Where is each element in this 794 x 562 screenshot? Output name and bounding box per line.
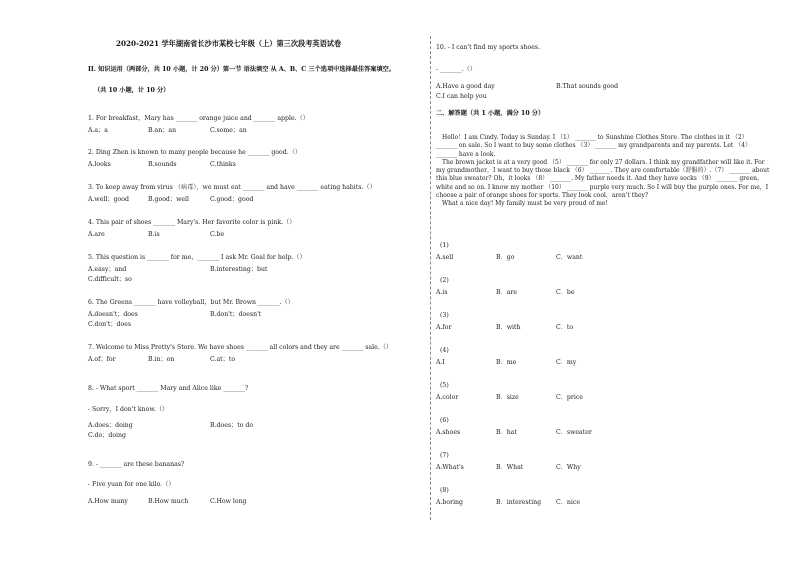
blank-2-number: (2): [440, 277, 449, 284]
passage-paragraph-3: What a nice day! My family must be very proud of me!: [442, 200, 608, 208]
question-3-option-b[interactable]: B.good；well: [148, 196, 189, 203]
blank-6-number: (6): [440, 417, 449, 424]
page-title: 2020-2021 学年湖南省长沙市某校七年级（上）第三次段考英语试卷: [116, 39, 342, 48]
question-1-option-a[interactable]: A.a；a: [88, 127, 109, 134]
passage-paragraph-1: Hello！I am Cindy. Today is Sunday. I （1） _______ to Sunshine Clothes Store. The clothes in it （2） _______ on sale. So I want to buy some clothes （3） _______ my grandparents and my parents. Let （4） _______ have a look.: [436, 134, 752, 158]
question-5-option-b[interactable]: B.interesting；but: [210, 266, 268, 273]
question-9-stem: 9. - _______ are these bananas?: [88, 461, 185, 468]
blank-5-number: (5): [440, 382, 449, 389]
section1-header: II. 知识运用（两部分，共 10 小题，计 20 分）第一节 语法填空 从 A、B、C 三个选项中选择最佳答案填空。: [88, 66, 396, 73]
left-column: [88, 0, 424, 562]
question-4-option-a[interactable]: A.are: [88, 231, 105, 238]
question-8-line2: - Sorry，I don't know.（）: [88, 406, 169, 413]
question-7-option-b[interactable]: B.in；on: [148, 356, 175, 363]
question-6-option-a[interactable]: A.doesn't；does: [88, 311, 138, 318]
question-1-option-b[interactable]: B.an；an: [148, 127, 177, 134]
blank-2-option-b[interactable]: B．are: [496, 289, 518, 296]
section1-subheader: （共 10 小题，计 10 分）: [94, 87, 170, 94]
question-8-stem: 8. - What sport _______ Mary and Alice like _______?: [88, 385, 249, 392]
blank-5-option-a[interactable]: A.color: [436, 394, 459, 401]
blank-4-option-a[interactable]: A.I: [436, 359, 445, 366]
question-5-stem: 5. This question is _______ for me，_______ I ask Mr. Goal for help.（）: [88, 254, 306, 261]
blank-7-number: (7): [440, 452, 449, 459]
question-5-option-a[interactable]: A.easy；and: [88, 266, 127, 273]
passage-paragraph-2: The brown jacket is at a very good （5） _______ for only 27 dollars. I think my grandfather will like it. For my grandmother，I want to buy those black （6） _______. They are comfortable（舒服的）.（7） _______ about this blue sweater? Oh，it looks （8） _______. My father needs it. And they have socks （9） _______ green，white and so on. I know my mother （10） _______ purple very much. So I will buy the purple ones. For me，I choose a pair of orange shoes for sports. They look cool，aren't they?: [436, 158, 770, 200]
question-4-stem: 4. This pair of shoes _______ Mary's. Her favorite color is pink.（）: [88, 219, 296, 226]
question-8-option-b[interactable]: B.does；to do: [210, 422, 254, 429]
blank-3-option-c[interactable]: C．to: [556, 324, 574, 331]
cloze-passage: [436, 134, 770, 209]
blank-7-option-b[interactable]: B．What: [496, 464, 524, 471]
question-9-line2: - Five yuan for one kilo.（）: [88, 481, 175, 488]
right-column: [436, 0, 776, 562]
question-8-option-a[interactable]: A.does；doing: [88, 422, 133, 429]
blank-8-option-a[interactable]: A.boring: [436, 499, 464, 506]
question-4-option-b[interactable]: B.is: [148, 231, 160, 238]
question-9-option-b[interactable]: B.How much: [148, 498, 189, 505]
blank-2-option-a[interactable]: A.is: [436, 289, 448, 296]
blank-5-option-b[interactable]: B．size: [496, 394, 519, 401]
question-1-stem: 1. For breakfast，Mary has _______ orange juice and _______ apple.（）: [88, 115, 309, 122]
question-3-option-c[interactable]: C.good；good: [210, 196, 254, 203]
question-10-option-b[interactable]: B.That sounds good: [556, 83, 619, 90]
section2-header: 二、解答题（共 1 小题，满分 10 分）: [436, 110, 545, 117]
question-10-option-c[interactable]: C.I can help you: [436, 93, 487, 100]
blank-7-option-c[interactable]: C．Why: [556, 464, 581, 471]
question-3-stem: 3. To keep away from virus （病毒），we must eat _______ and have _______ eating habits.（）: [88, 184, 376, 191]
question-6-option-b[interactable]: B.don't；doesn't: [210, 311, 262, 318]
question-3-option-a[interactable]: A.well；good: [88, 196, 129, 203]
question-10-line2: - _______.（）: [436, 66, 477, 73]
blank-8-option-c[interactable]: C．nice: [556, 499, 581, 506]
question-2-stem: 2. Ding Zhen is known to many people because he _______ good.（）: [88, 149, 302, 156]
blank-6-option-a[interactable]: A.shoes: [436, 429, 461, 436]
blank-4-option-c[interactable]: C．my: [556, 359, 577, 366]
blank-2-option-c[interactable]: C．be: [556, 289, 575, 296]
question-9-option-a[interactable]: A.How many: [88, 498, 128, 505]
question-9-option-c[interactable]: C.How long: [210, 498, 247, 505]
question-2-option-b[interactable]: B.sounds: [148, 161, 177, 168]
question-7-stem: 7. Welcome to Miss Pretty's Store. We have shoes _______ all colors and they are _______ sale.（）: [88, 344, 393, 351]
question-4-option-c[interactable]: C.be: [210, 231, 225, 238]
blank-1-number: (1): [440, 242, 449, 249]
blank-3-option-b[interactable]: B．with: [496, 324, 521, 331]
question-1-option-c[interactable]: C.some；an: [210, 127, 247, 134]
blank-4-option-b[interactable]: B．me: [496, 359, 517, 366]
blank-4-number: (4): [440, 347, 449, 354]
question-7-option-a[interactable]: A.of；for: [88, 356, 116, 363]
blank-1-option-b[interactable]: B．go: [496, 254, 515, 261]
question-5-option-c[interactable]: C.difficult；so: [88, 276, 132, 283]
question-10-option-a[interactable]: A.Have a good day: [436, 83, 495, 90]
blank-1-option-c[interactable]: C．want: [556, 254, 583, 261]
blank-3-option-a[interactable]: A.for: [436, 324, 452, 331]
blank-6-option-b[interactable]: B．hat: [496, 429, 517, 436]
blank-3-number: (3): [440, 312, 449, 319]
question-6-stem: 6. The Greens _______ have volleyball，but Mr. Brown _______.（）: [88, 299, 294, 306]
blank-1-option-a[interactable]: A.sell: [436, 254, 454, 261]
question-7-option-c[interactable]: C.at；to: [210, 356, 236, 363]
blank-5-option-c[interactable]: C．price: [556, 394, 583, 401]
blank-6-option-c[interactable]: C．sweater: [556, 429, 592, 436]
question-8-option-c[interactable]: C.do；doing: [88, 432, 126, 439]
question-2-option-a[interactable]: A.looks: [88, 161, 111, 168]
question-6-option-c[interactable]: C.don't；does: [88, 321, 132, 328]
blank-8-number: (8): [440, 487, 449, 494]
column-divider: [430, 36, 431, 520]
question-2-option-c[interactable]: C.thinks: [210, 161, 236, 168]
blank-7-option-a[interactable]: A.What's: [436, 464, 464, 471]
question-10-stem: 10. - I can't find my sports shoes.: [436, 44, 541, 51]
blank-8-option-b[interactable]: B．interesting: [496, 499, 542, 506]
